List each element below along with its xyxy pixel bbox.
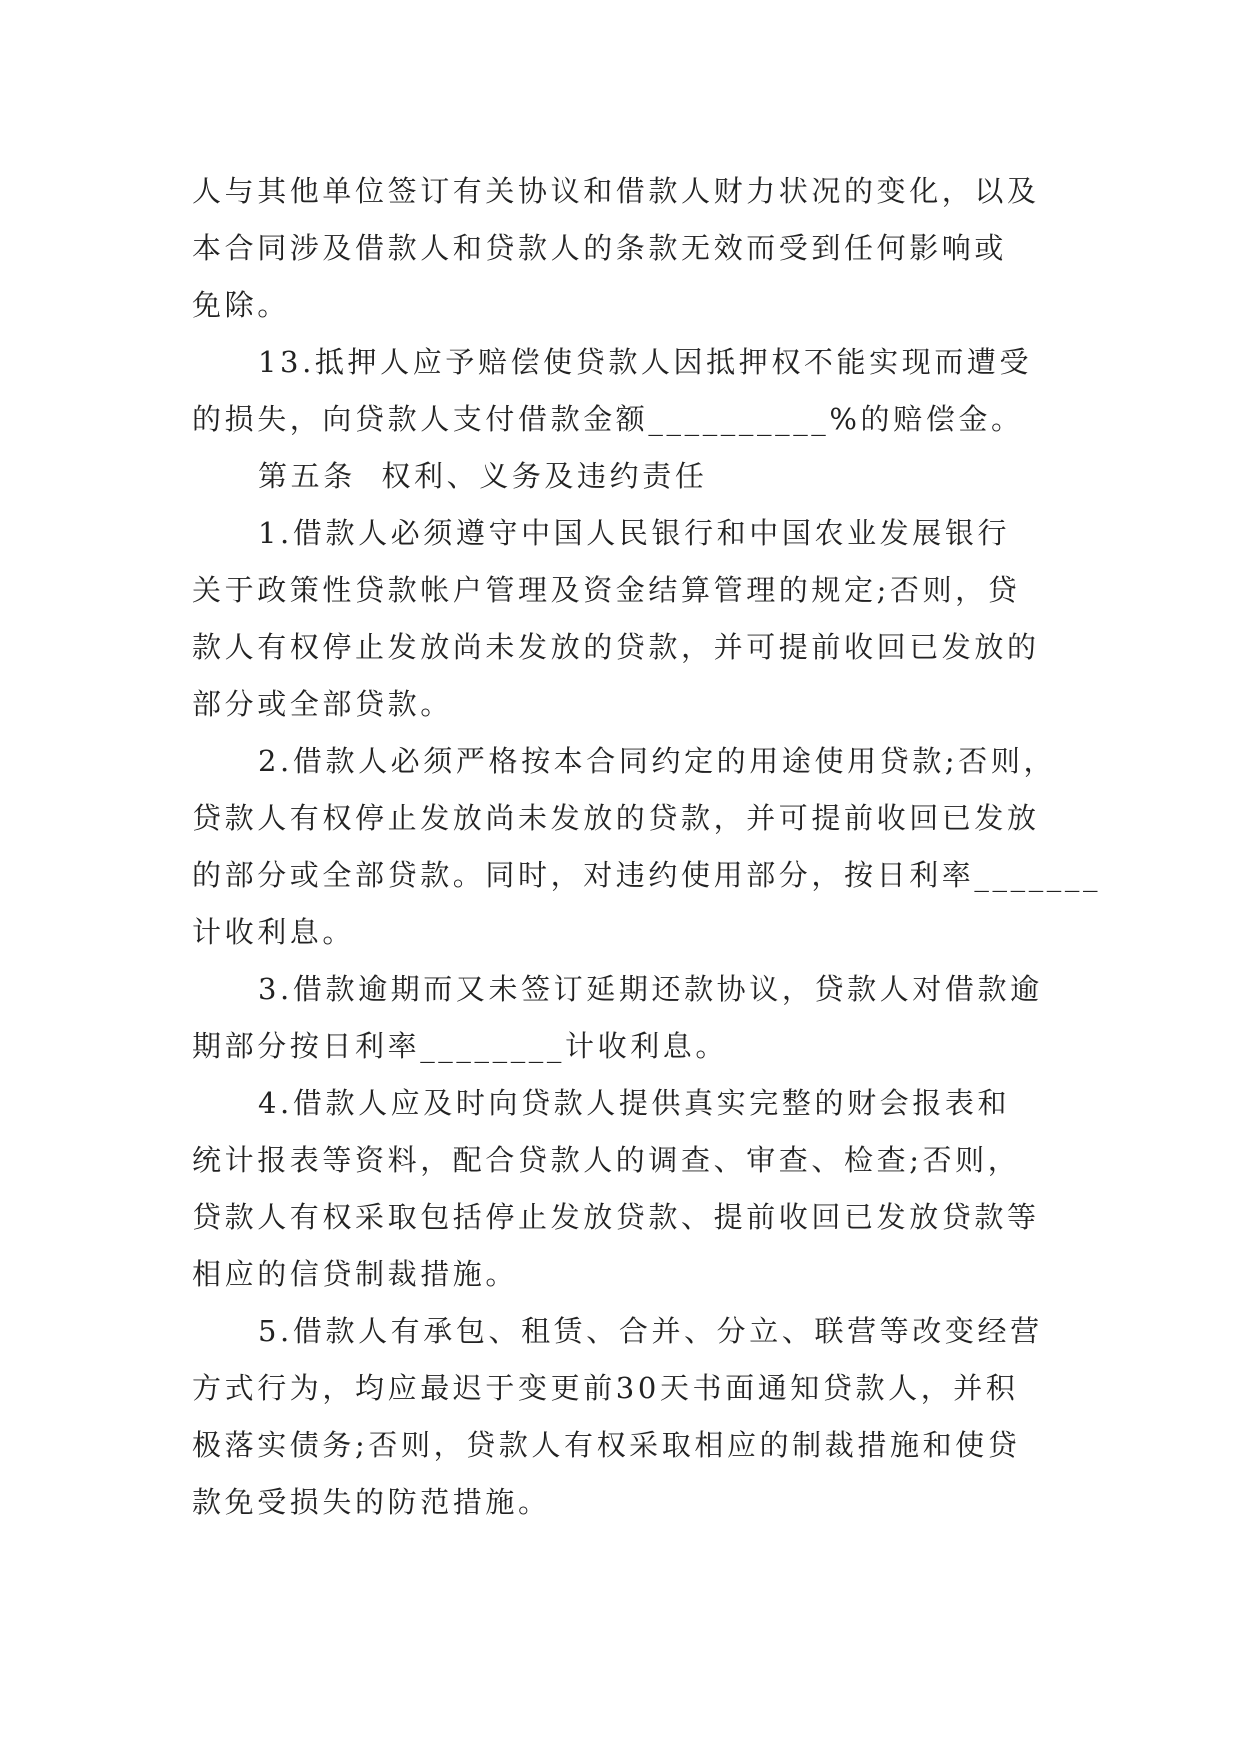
clause-13-start: 13.抵押人应予赔偿使贷款人因抵押权不能实现而遭受 (258, 345, 1033, 379)
text-line: 统计报表等资料，配合贷款人的调查、审查、检查;否则， (192, 1143, 1021, 1177)
clause-1-start: 1.借款人必须遵守中国人民银行和中国农业发展银行 (258, 516, 1011, 550)
text-line: 的部分或全部贷款。同时，对违约使用部分，按日利率_______ (192, 858, 1102, 892)
clause-5-start: 5.借款人有承包、租赁、合并、分立、联营等改变经营 (258, 1314, 1043, 1348)
text-line: 款人有权停止发放尚未发放的贷款，并可提前收回已发放的 (192, 630, 1040, 664)
text-line: 款免受损失的防范措施。 (192, 1485, 551, 1519)
text-line: 期部分按日利率________计收利息。 (192, 1029, 729, 1063)
text-line: 方式行为，均应最迟于变更前30天书面通知贷款人，并积 (192, 1371, 1019, 1405)
text-line: 极落实债务;否则，贷款人有权采取相应的制裁措施和使贷 (192, 1428, 1021, 1462)
text-line: 本合同涉及借款人和贷款人的条款无效而受到任何影响或 (192, 231, 1008, 265)
text-line: 人与其他单位签订有关协议和借款人财力状况的变化，以及 (192, 174, 1040, 208)
clause-3-start: 3.借款逾期而又未签订延期还款协议，贷款人对借款逾 (258, 972, 1043, 1006)
clause-2-start: 2.借款人必须严格按本合同约定的用途使用贷款;否则， (258, 744, 1057, 778)
text-line: 相应的信贷制裁措施。 (192, 1257, 519, 1291)
text-line: 部分或全部贷款。 (192, 687, 453, 721)
text-line: 计收利息。 (192, 915, 356, 949)
text-line: 的损失，向贷款人支付借款金额__________%的赔偿金。 (192, 402, 1024, 436)
text-line: 贷款人有权采取包括停止发放贷款、提前收回已发放贷款等 (192, 1200, 1040, 1234)
clause-4-start: 4.借款人应及时向贷款人提供真实完整的财会报表和 (258, 1086, 1011, 1120)
text-line: 免除。 (192, 288, 290, 322)
text-line: 贷款人有权停止发放尚未发放的贷款，并可提前收回已发放 (192, 801, 1040, 835)
document-body (192, 163, 1102, 1531)
text-line: 关于政策性贷款帐户管理及资金结算管理的规定;否则，贷 (192, 573, 1021, 607)
section-heading-article-5: 第五条 权利、义务及违约责任 (258, 459, 708, 493)
